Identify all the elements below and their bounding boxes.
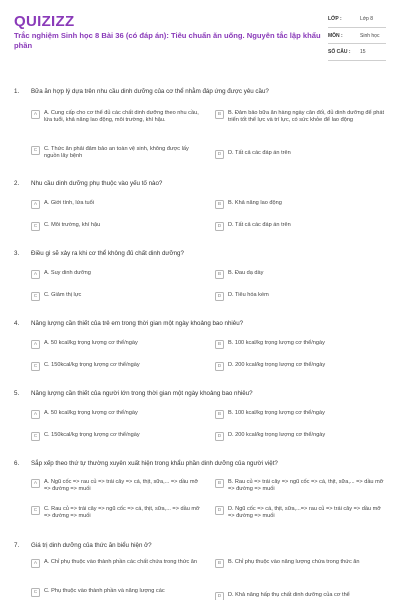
option-c[interactable] <box>31 506 201 521</box>
option-d[interactable] <box>215 292 385 301</box>
option-text: A. Chỉ phụ thuộc vào thành phần các chất chứa trong thức ăn <box>44 559 198 565</box>
option-letter-box: D <box>215 222 224 231</box>
question-number: 2. <box>14 180 20 187</box>
option-letter-box: A <box>31 270 40 279</box>
option-a[interactable] <box>31 340 201 349</box>
meta-value: 15 <box>360 49 366 55</box>
option-letter-box: A <box>31 479 40 488</box>
question-number: 1. <box>14 88 20 95</box>
quizizz-logo: QUIZIZZ <box>14 13 75 30</box>
option-text: C. Môi trường, khí hậu <box>44 222 101 228</box>
option-text: B. 100 kcal/kg trọng lượng cơ thể/ngày <box>228 340 325 346</box>
option-d[interactable] <box>215 432 385 441</box>
question-text: Năng lượng cần thiết của trẻ em trong thời gian một ngày khoảng bao nhiêu? <box>31 320 244 327</box>
option-letter-box: C <box>31 146 40 155</box>
meta-value: Sinh học <box>360 32 380 39</box>
option-b[interactable] <box>215 410 385 419</box>
worksheet-header <box>0 0 400 78</box>
option-a[interactable] <box>31 270 201 279</box>
option-text: A. Suy dinh dưỡng <box>44 270 91 276</box>
option-text: A. Giới tính, lứa tuổi <box>44 200 95 206</box>
option-a[interactable] <box>31 479 201 494</box>
option-d[interactable] <box>215 222 385 231</box>
option-b[interactable] <box>215 200 385 209</box>
option-text: C. 150kcal/kg trọng lượng cơ thể/ngày <box>44 362 140 368</box>
option-text: C. Phụ thuộc vào thành phần và năng lượng các <box>44 588 165 594</box>
option-a[interactable] <box>31 200 201 209</box>
option-c[interactable] <box>31 292 201 301</box>
option-letter-box: B <box>215 110 224 119</box>
meta-row-class <box>328 11 386 28</box>
option-text: A. 50 kcal/kg trọng lượng cơ thể/ngày <box>44 340 138 346</box>
option-letter-box: A <box>31 340 40 349</box>
option-text: B. 100 kcal/kg trọng lượng cơ thể/ngày <box>228 410 325 416</box>
option-text: B. Khả năng lao động <box>228 200 282 206</box>
question-number: 7. <box>14 542 20 549</box>
option-b[interactable] <box>215 559 385 568</box>
option-letter-box: C <box>31 432 40 441</box>
meta-key: SỐ CÂU : <box>328 49 351 55</box>
option-letter-box: D <box>215 432 224 441</box>
option-c[interactable] <box>31 362 201 371</box>
option-d[interactable] <box>215 506 385 521</box>
option-text: B. Chỉ phụ thuộc vào năng lượng chứa trong thức ăn <box>228 559 360 565</box>
option-letter-box: D <box>215 506 224 515</box>
option-letter-box: D <box>215 292 224 301</box>
option-letter-box: C <box>31 292 40 301</box>
option-a[interactable] <box>31 110 201 125</box>
option-d[interactable] <box>215 362 385 371</box>
option-c[interactable] <box>31 146 201 161</box>
option-letter-box: A <box>31 410 40 419</box>
option-text: D. Ngũ cốc => cá, thịt, sữa,...=> rau củ => trái cây => dầu mỡ => đường => muối <box>228 506 381 520</box>
option-a[interactable] <box>31 559 201 568</box>
option-a[interactable] <box>31 410 201 419</box>
option-text: D. 200 kcal/kg trọng lượng cơ thể/ngày <box>228 362 326 368</box>
option-letter-box: A <box>31 200 40 209</box>
option-letter-box: D <box>215 592 224 600</box>
option-text: D. 200 kcal/kg trọng lượng cơ thể/ngày <box>228 432 326 438</box>
option-d[interactable] <box>215 150 385 159</box>
option-letter-box: B <box>215 340 224 349</box>
option-text: C. Rau củ => trái cây => ngũ cốc => cá, thịt, sữa,... => dầu mỡ => đường => muối <box>44 506 200 520</box>
worksheet-meta <box>328 11 386 61</box>
option-text: D. Khả năng hấp thụ chất dinh dưỡng của cơ thể <box>228 592 350 598</box>
question-text: Nhu cầu dinh dưỡng phụ thuộc vào yếu tố nào? <box>31 180 163 187</box>
option-letter-box: D <box>215 150 224 159</box>
option-c[interactable] <box>31 588 201 597</box>
option-text: B. Rau củ => trái cây => ngũ cốc => cá, thịt, sữa,... => dầu mỡ => đường => muối <box>228 479 384 493</box>
question-number: 6. <box>14 460 20 467</box>
question-text: Điều gì sẽ xảy ra khi cơ thể không đủ chất dinh dưỡng? <box>31 250 184 257</box>
meta-row-subject <box>328 28 386 45</box>
option-letter-box: D <box>215 362 224 371</box>
option-letter-box: C <box>31 506 40 515</box>
option-letter-box: C <box>31 362 40 371</box>
option-c[interactable] <box>31 222 201 231</box>
option-text: D. Tất cả các đáp án trên <box>228 150 291 156</box>
option-b[interactable] <box>215 110 385 125</box>
meta-value: Lớp 8 <box>360 16 374 22</box>
option-text: C. Giảm thị lực <box>44 292 82 298</box>
option-text: B. Đau dạ dày <box>228 270 264 276</box>
option-letter-box: B <box>215 270 224 279</box>
option-letter-box: B <box>215 200 224 209</box>
meta-row-count <box>328 44 386 61</box>
question-number: 4. <box>14 320 20 327</box>
option-text: C. Thức ăn phải đảm bảo an toàn vệ sinh, không được lấy nguồn lây bệnh <box>44 146 189 160</box>
option-c[interactable] <box>31 432 201 441</box>
worksheet-title: Trắc nghiệm Sinh học 8 Bài 36 (có đáp án): Tiêu chuẩn ăn uống. Nguyên tắc lập khẩu phần <box>14 31 321 50</box>
option-b[interactable] <box>215 270 385 279</box>
option-letter-box: C <box>31 222 40 231</box>
option-text: A. Ngũ cốc => rau củ => trái cây => cá, thịt, sữa,... => dầu mỡ => đường => muối <box>44 479 199 493</box>
option-text: B. Đảm bảo bữa ăn hàng ngày cân đối, đủ dinh dưỡng để phát triển tốt thể lực và trí lực, có sức khỏe để lao động <box>228 110 385 124</box>
option-b[interactable] <box>215 479 385 494</box>
question-number: 5. <box>14 390 20 397</box>
option-b[interactable] <box>215 340 385 349</box>
option-text: C. 150kcal/kg trọng lượng cơ thể/ngày <box>44 432 140 438</box>
option-letter-box: B <box>215 410 224 419</box>
option-letter-box: B <box>215 479 224 488</box>
question-number: 3. <box>14 250 20 257</box>
option-letter-box: A <box>31 110 40 119</box>
option-text: D. Tất cả các đáp án trên <box>228 222 291 228</box>
option-text: A. Cung cấp cho cơ thể đủ các chất dinh dưỡng theo nhu cầu, lứa tuổi, khả năng lao động, môi trường, khí hậu. <box>44 110 199 124</box>
meta-key: MÔN : <box>328 32 343 39</box>
option-letter-box: C <box>31 588 40 597</box>
option-text: D. Tiêu hóa kém <box>228 292 269 298</box>
option-d[interactable] <box>215 592 385 600</box>
option-letter-box: A <box>31 559 40 568</box>
meta-key: LỚP : <box>328 16 342 22</box>
question-text: Năng lượng cần thiết của người lớn trong thời gian một ngày khoảng bao nhiêu? <box>31 390 253 397</box>
question-text: Bữa ăn hợp lý dựa trên nhu cầu dinh dưỡng của cơ thể nhằm đáp ứng được yêu cầu? <box>31 88 269 95</box>
question-text: Sắp xếp theo thứ tự thường xuyên xuất hiện trong khẩu phần dinh dưỡng của người việt? <box>31 460 278 467</box>
option-letter-box: B <box>215 559 224 568</box>
option-text: A. 50 kcal/kg trọng lượng cơ thể/ngày <box>44 410 138 416</box>
question-text: Giá trị dinh dưỡng của thức ăn biểu hiện ở? <box>31 542 152 549</box>
